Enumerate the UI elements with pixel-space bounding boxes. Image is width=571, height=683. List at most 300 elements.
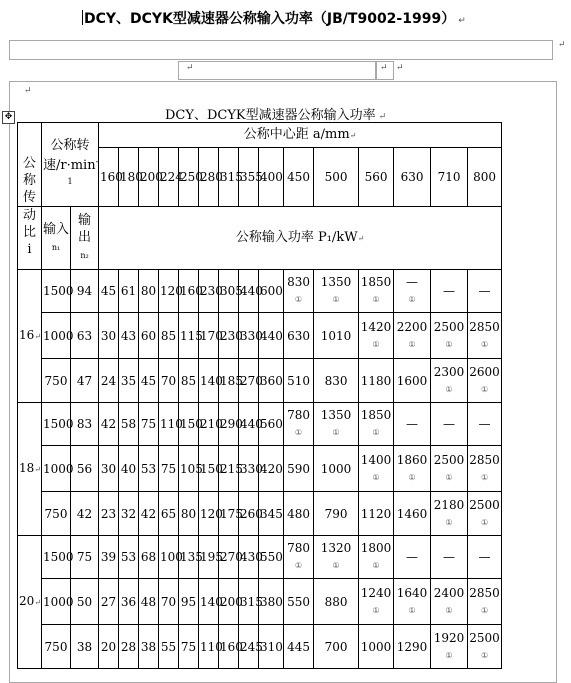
cell-text: 56 [76, 461, 93, 476]
power-value-cell [219, 536, 243, 579]
cell-text: 35 [120, 373, 137, 388]
cell-text: — [478, 550, 491, 564]
power-value-cell [139, 625, 159, 669]
cell-text: 61 [120, 284, 137, 298]
power-value-cell [219, 492, 243, 536]
center-distance-cell [179, 148, 203, 207]
cell-text: 23 [100, 506, 117, 521]
table-row [18, 536, 502, 579]
power-value-cell [284, 359, 314, 403]
cell-text: 830 [324, 373, 348, 388]
cell-text: 1350 [320, 275, 352, 289]
cell-text: 1400 [360, 452, 392, 467]
power-value-cell [431, 270, 468, 313]
cell-text: 110 [200, 639, 223, 654]
cell-text: 210 [200, 417, 223, 431]
footnote-mark: ① [480, 384, 489, 394]
table-row [18, 313, 502, 359]
cell-text: 215 [220, 461, 243, 476]
cell-text: 1000 [43, 328, 74, 343]
power-value-cell [431, 403, 468, 446]
output-speed-cell [71, 359, 99, 403]
power-header [99, 207, 502, 270]
cell-text: 880 [324, 594, 348, 609]
footnote-mark: ① [332, 295, 340, 304]
power-value-cell [139, 536, 159, 579]
power-value-cell [259, 446, 284, 492]
cell-text: 2400 [433, 585, 465, 600]
cell-text: 2180 [433, 497, 465, 512]
cell-text: 270 [220, 550, 243, 564]
cell-text: 420 [260, 461, 283, 476]
cell-text: 290 [220, 417, 243, 431]
center-distance-cell [219, 148, 243, 207]
power-value-cell [199, 270, 223, 313]
power-value-cell [359, 492, 394, 536]
power-value-cell [179, 359, 199, 403]
power-value-cell [179, 446, 203, 492]
cell-text: 355 [240, 170, 263, 184]
cell-text: 68 [140, 550, 157, 564]
cell-text: 1120 [360, 506, 392, 521]
power-value-cell [219, 403, 243, 446]
cell-text: 345 [260, 506, 283, 521]
cell-text: 200 [220, 594, 243, 609]
input-speed-cell [42, 359, 71, 403]
center-distance-cell [99, 148, 123, 207]
cell-text: 305 [220, 284, 243, 298]
cell-text: 42 [140, 506, 157, 521]
power-value-cell [219, 313, 243, 359]
cell-text: 1500 [43, 417, 74, 431]
power-value-cell [394, 446, 431, 492]
power-value-cell [359, 536, 394, 579]
footnote-mark: ① [372, 472, 380, 482]
cell-text: 1180 [360, 373, 392, 388]
input-speed-cell [42, 313, 74, 359]
power-value-cell [284, 270, 314, 313]
cell-text: 110 [160, 417, 183, 431]
power-value-cell [314, 313, 359, 359]
power-value-cell [199, 313, 223, 359]
power-value-cell [159, 579, 179, 625]
header-row-3 [18, 207, 502, 270]
footnote-mark: ① [445, 339, 453, 349]
input-speed-cell [42, 536, 74, 579]
cell-text: 750 [44, 639, 68, 654]
power-value-cell [468, 579, 502, 625]
cell-text: 1920 [433, 630, 465, 645]
cell-text: 40 [120, 461, 137, 476]
cell-text: 270 [240, 373, 263, 388]
footnote-mark: ① [294, 428, 303, 437]
cell-text: 1420 [360, 319, 392, 334]
text-cursor [82, 10, 83, 25]
ratio-label-continued [18, 207, 42, 270]
output-speed-cell [71, 270, 99, 313]
power-value-cell [199, 492, 223, 536]
power-value-cell [359, 359, 394, 403]
power-value-cell [119, 492, 139, 536]
output-speed-cell [71, 625, 99, 669]
power-value-cell [159, 625, 179, 669]
cell-text: 70 [160, 373, 177, 388]
cell-text: 53 [120, 550, 137, 564]
power-value-cell [468, 492, 502, 536]
cell-text: 480 [287, 506, 310, 521]
cell-text: 380 [260, 594, 283, 609]
cell-text: — [406, 417, 419, 431]
power-value-cell [99, 492, 119, 536]
cell-text: — [406, 550, 419, 564]
cell-text: 560 [260, 417, 283, 431]
cell-text: 120 [200, 506, 223, 521]
power-value-cell [199, 446, 223, 492]
footnote-mark: ① [294, 295, 303, 304]
power-value-cell [199, 625, 223, 669]
cell-text: 590 [287, 461, 310, 476]
power-value-cell [199, 359, 223, 403]
power-value-cell [99, 403, 119, 446]
ratio-cell [18, 403, 42, 536]
footnote-mark: ① [408, 339, 416, 349]
cell-text: 63 [76, 328, 93, 343]
power-value-cell [239, 579, 263, 625]
speed-label: 公称转速/r·min [43, 137, 96, 173]
cell-text: 400 [260, 170, 283, 184]
power-value-cell [314, 625, 359, 669]
footnote-mark: ① [372, 295, 380, 304]
cell-text: 1850 [360, 408, 392, 422]
power-value-cell [259, 270, 284, 313]
para-mark: ↵ [24, 86, 32, 96]
cell-text: 1800 [360, 541, 392, 555]
center-distance-cell [259, 148, 284, 207]
cell-text: 55 [160, 639, 177, 654]
para-mark: ↵ [396, 63, 404, 73]
para-mark: ↵ [34, 598, 41, 607]
cell-text: 180 [120, 170, 143, 184]
cell-text: 310 [260, 639, 283, 654]
para-mark: ↵ [349, 131, 357, 140]
center-distance-cell [159, 148, 183, 207]
power-value-cell [431, 625, 468, 669]
output-speed-cell [71, 536, 99, 579]
para-mark: ↵ [34, 465, 41, 474]
power-value-cell [259, 579, 284, 625]
header-row [18, 123, 502, 148]
center-distance-cell [431, 148, 468, 207]
footnote-mark: ① [294, 561, 303, 570]
power-value-cell [431, 313, 468, 359]
cell-text: 18 [19, 461, 35, 475]
table-row [18, 492, 502, 536]
center-distance-cell [239, 148, 263, 207]
power-value-cell [239, 403, 263, 446]
power-value-cell [219, 579, 243, 625]
cell-text: 330 [240, 328, 263, 343]
power-value-cell [359, 270, 394, 313]
cell-text: — [478, 417, 491, 431]
cell-text: 140 [200, 373, 223, 388]
power-value-cell [159, 492, 179, 536]
cell-text: 510 [287, 373, 310, 388]
cell-text: 780 [287, 541, 310, 555]
empty-paragraph-box[interactable] [9, 40, 553, 60]
cell-text: 200 [140, 170, 163, 184]
cell-text: 195 [200, 550, 223, 564]
cell-text: 440 [260, 328, 283, 343]
cell-text: 75 [140, 417, 157, 431]
cell-text: 2500 [469, 630, 500, 645]
cell-text: 315 [220, 170, 243, 184]
cell-text: 58 [120, 417, 137, 431]
power-value-cell [179, 403, 203, 446]
power-value-cell [394, 579, 431, 625]
power-value-cell [259, 625, 284, 669]
ratio-cell [18, 536, 42, 669]
cell-text: 输出 [78, 213, 92, 245]
center-distance-header [99, 123, 502, 148]
cell-text: 2600 [469, 364, 500, 379]
cell-text: 550 [260, 550, 283, 564]
footnote-mark: ① [372, 561, 380, 570]
power-value-cell [314, 579, 359, 625]
cell-text: 440 [240, 417, 263, 431]
cell-text: 160 [100, 170, 123, 184]
cell-text: 710 [437, 170, 461, 184]
power-value-cell [159, 403, 183, 446]
power-value-cell [239, 313, 263, 359]
power-value-cell [468, 446, 502, 492]
output-speed-cell [71, 313, 99, 359]
cell-text: 120 [160, 284, 183, 298]
cell-text: 公称输入功率 P₁/kW [235, 230, 358, 245]
cell-text: 800 [473, 170, 496, 184]
cell-text: 780 [287, 408, 310, 422]
cell-text: 230 [220, 328, 243, 343]
table-row [18, 403, 502, 446]
cell-text: — [406, 275, 419, 289]
center-distance-cell [139, 148, 163, 207]
cell-text: 45 [100, 284, 117, 298]
table-caption: DCY、DCYK型减速器公称输入功率 ↵ [165, 108, 387, 123]
power-value-cell [394, 270, 431, 313]
cell-text: 1000 [43, 594, 74, 609]
footnote-mark: ① [408, 295, 416, 304]
footnote-mark: ① [372, 339, 380, 349]
power-value-cell [431, 536, 468, 579]
cell-text: 2850 [469, 319, 500, 334]
power-value-cell [99, 359, 119, 403]
power-value-cell [99, 579, 119, 625]
center-distance-cell [199, 148, 223, 207]
input-speed-cell [42, 625, 71, 669]
cell-text: 20 [19, 594, 35, 608]
cell-text: 30 [100, 328, 117, 343]
para-mark: ↵ [186, 63, 194, 73]
power-value-cell [314, 536, 359, 579]
ratio-header-cell [18, 123, 42, 207]
cell-text: 330 [240, 461, 263, 476]
cell-text: 2850 [469, 585, 500, 600]
footnote-mark: ① [332, 561, 340, 570]
power-value-cell [314, 403, 359, 446]
power-value-cell [431, 359, 468, 403]
power-value-cell [284, 579, 314, 625]
cell-text: 48 [140, 594, 157, 609]
power-value-cell [159, 446, 179, 492]
output-speed-cell [71, 403, 99, 446]
power-value-cell [119, 359, 139, 403]
power-value-cell [99, 625, 119, 669]
cell-text: 224 [160, 170, 183, 184]
cell-text: 830 [287, 275, 310, 289]
power-value-cell [239, 446, 263, 492]
power-value-cell [159, 359, 179, 403]
table-row [18, 270, 502, 313]
footnote-mark: ① [445, 605, 453, 615]
cell-text: 1860 [396, 452, 428, 467]
cell-text: 20 [100, 639, 117, 654]
center-distance-cell [359, 148, 394, 207]
cell-text: 630 [400, 170, 424, 184]
power-value-cell [119, 536, 139, 579]
table-row [18, 579, 502, 625]
power-value-cell [394, 625, 431, 669]
footnote-mark: ① [332, 428, 340, 437]
power-value-cell [284, 625, 314, 669]
cell-text: 24 [100, 373, 117, 388]
output-speed-cell [71, 579, 99, 625]
cell-text: 170 [200, 328, 223, 343]
cell-text: 36 [120, 594, 137, 609]
footnote-mark: ① [445, 384, 453, 394]
cell-text: 70 [160, 594, 177, 609]
cell-text: 185 [220, 373, 243, 388]
cell-text: 550 [287, 594, 310, 609]
cell-text: 输入 [43, 221, 70, 237]
cell-text: 2850 [469, 452, 500, 467]
cell-text: 115 [180, 328, 203, 343]
cell-text: — [478, 284, 491, 298]
cell-text: 560 [364, 170, 388, 184]
cell-text: 150 [180, 417, 203, 431]
power-value-cell [159, 313, 179, 359]
cell-text: 65 [160, 506, 177, 521]
cell-text: 2300 [433, 364, 465, 379]
power-value-cell [179, 313, 203, 359]
cell-text: 75 [76, 550, 93, 564]
footnote-mark: ① [372, 428, 380, 437]
footnote-mark: ① [480, 517, 489, 527]
footnote-mark: ① [480, 472, 489, 482]
power-value-cell [359, 313, 394, 359]
cell-text: 80 [140, 284, 157, 298]
input-speed-cell [42, 403, 74, 446]
cell-text: 160 [220, 639, 243, 654]
cell-text: 1240 [360, 585, 392, 600]
cell-text: 700 [324, 639, 348, 654]
power-value-cell [219, 359, 243, 403]
power-value-cell [468, 403, 502, 446]
document-title: DCY、DCYK型减速器公称输入功率（JB/T9002-1999） ↵ [84, 11, 466, 27]
power-value-cell [139, 359, 159, 403]
cell-text: 450 [287, 170, 310, 184]
power-value-cell [284, 446, 314, 492]
cell-text: 140 [200, 594, 223, 609]
power-value-cell [179, 625, 199, 669]
cell-text: 2200 [396, 319, 428, 334]
footnote-mark: ① [408, 472, 416, 482]
empty-cell-box[interactable] [178, 61, 376, 80]
footnote-mark: ① [372, 605, 380, 615]
cell-text: 85 [160, 328, 177, 343]
power-value-cell [159, 270, 183, 313]
power-value-cell [179, 579, 199, 625]
footnote-mark: ① [480, 605, 489, 615]
input-speed-header [42, 207, 71, 270]
power-value-cell [179, 492, 199, 536]
power-value-cell [359, 579, 394, 625]
power-value-cell [119, 313, 139, 359]
power-value-cell [99, 313, 119, 359]
power-value-cell [99, 446, 119, 492]
power-value-cell [199, 403, 223, 446]
center-distance-cell [119, 148, 143, 207]
power-value-cell [431, 446, 468, 492]
cell-text: 750 [44, 506, 68, 521]
para-mark: ↵ [558, 40, 566, 50]
cell-text: 53 [140, 461, 157, 476]
power-value-cell [314, 359, 359, 403]
power-value-cell [99, 270, 119, 313]
cell-text: 94 [76, 284, 93, 298]
power-value-cell [219, 446, 243, 492]
cell-text: 445 [287, 639, 310, 654]
cell-text: 28 [120, 639, 137, 654]
table-row [18, 625, 502, 669]
ratio-cell [18, 270, 42, 403]
cell-text: 260 [240, 506, 263, 521]
cell-text: 440 [240, 284, 263, 298]
power-value-cell [259, 536, 284, 579]
cell-text: 600 [260, 284, 283, 298]
ratio-label: 公称传 [22, 156, 36, 205]
ratio-label: 动比i [22, 208, 36, 257]
cell-text: 150 [200, 461, 223, 476]
center-distance-cell [314, 148, 359, 207]
power-value-cell [468, 359, 502, 403]
power-value-cell [314, 492, 359, 536]
cell-text: 630 [287, 328, 310, 343]
power-value-cell [119, 625, 139, 669]
cell-text: 230 [200, 284, 223, 298]
cell-text: 32 [120, 506, 137, 521]
para-mark: ↵ [357, 234, 365, 243]
power-value-cell [119, 446, 139, 492]
cell-text: 95 [180, 594, 197, 609]
cell-text: 75 [180, 639, 197, 654]
table-move-handle-icon[interactable]: ✥ [2, 111, 15, 124]
center-distance-cell [284, 148, 314, 207]
power-value-cell [159, 536, 183, 579]
power-value-cell [139, 446, 159, 492]
cell-text: 1640 [396, 585, 428, 600]
power-value-cell [359, 625, 394, 669]
cell-text: 60 [140, 328, 157, 343]
power-value-cell [179, 270, 203, 313]
